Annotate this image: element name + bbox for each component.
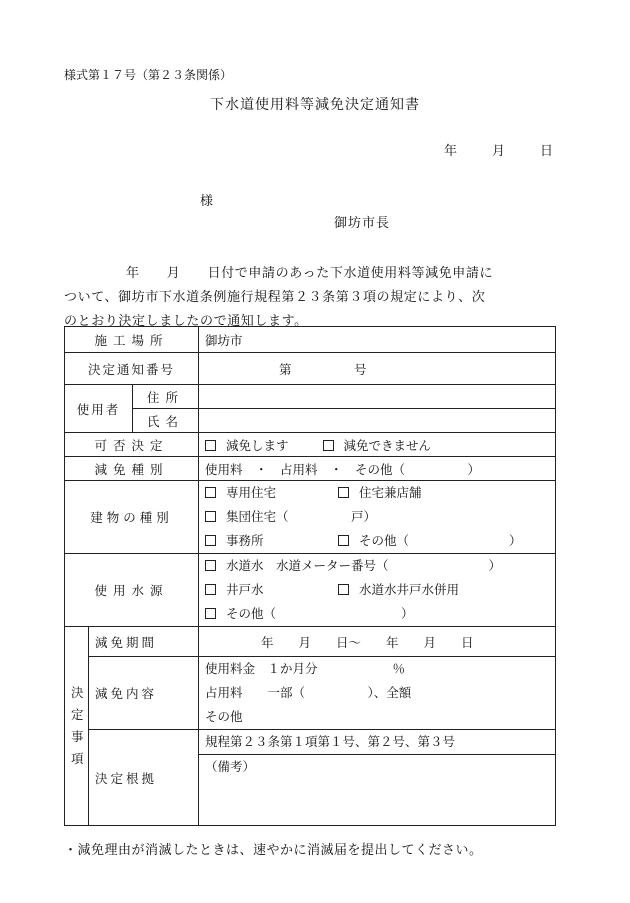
- decision-form-table: [64, 326, 556, 826]
- row-building-type: [65, 481, 556, 554]
- water-well-checkbox[interactable]: [205, 584, 216, 595]
- row-decision-basis: [65, 730, 556, 826]
- decision-char-1: 決: [71, 685, 84, 700]
- user-label: 使用者: [65, 385, 133, 433]
- row-exemption-content: [65, 657, 556, 730]
- building-house-shop-checkbox[interactable]: [338, 487, 349, 498]
- exemption-period-value: 年 月 日〜 年 月 日: [199, 627, 556, 657]
- building-opt-other: その他（ ）: [359, 533, 522, 548]
- building-opt-office: 事務所: [226, 533, 264, 548]
- reject-checkbox[interactable]: [323, 440, 334, 451]
- address-label: 住所: [133, 385, 199, 409]
- basis-line-1: 規程第２３条第１項第１号、第２号、第３号: [199, 730, 555, 755]
- exemption-type-label: 減免種別: [65, 457, 199, 481]
- exemption-content-label: 減免内容: [89, 657, 199, 730]
- row-user-address: [65, 385, 556, 409]
- exemption-period-label: 減免期間: [89, 627, 199, 657]
- row-exemption-type: [65, 457, 556, 481]
- content-line-2: 占用料 一部（ ）、全額: [205, 685, 412, 700]
- building-opt-house-shop: 住宅兼店舗: [359, 485, 422, 500]
- site-value: 御坊市: [199, 327, 556, 353]
- building-opt-collective: 集団住宅（ 戸）: [226, 509, 377, 524]
- date-month-label: 月: [492, 144, 506, 159]
- decision-char-3: 事: [71, 729, 84, 744]
- water-combined-checkbox[interactable]: [338, 584, 349, 595]
- building-opt-private-house: 専用住宅: [226, 485, 277, 500]
- form-number: 様式第１７号（第２３条関係）: [64, 68, 233, 82]
- date-day-label: 日: [540, 144, 554, 159]
- water-source-label: 使用水源: [65, 554, 199, 627]
- reject-option-label: 減免できません: [343, 437, 432, 453]
- content-line-3: その他: [205, 709, 243, 724]
- row-site: [65, 327, 556, 353]
- water-opt-tap: 水道水 水道メーター番号（ ）: [226, 558, 502, 573]
- approval-options: [199, 433, 556, 457]
- exemption-type-value: 使用料 ・ 占用料 ・ その他（ ）: [199, 457, 556, 481]
- decision-char-2: 定: [71, 707, 84, 722]
- water-opt-well: 井戸水: [226, 582, 264, 597]
- intro-line-3: のとおり決定しましたので通知します。: [64, 314, 308, 329]
- water-opt-other: その他（ ）: [226, 606, 414, 621]
- water-other-checkbox[interactable]: [205, 608, 216, 619]
- approve-option-label: 減免します: [226, 437, 289, 453]
- notice-number-value: 第 号: [199, 353, 556, 385]
- building-office-checkbox[interactable]: [205, 535, 216, 546]
- site-label: 施工場所: [65, 327, 199, 353]
- content-line-1: 使用料金 １か月分 ％: [205, 661, 406, 676]
- building-private-house-checkbox[interactable]: [205, 487, 216, 498]
- date-year-label: 年: [444, 144, 458, 159]
- document-title: 下水道使用料等減免決定通知書: [210, 97, 420, 113]
- decision-basis-value: [199, 730, 556, 826]
- building-other-checkbox[interactable]: [338, 535, 349, 546]
- intro-line-2: ついて、御坊市下水道条例施行規程第２３条第３項の規定により、次: [64, 290, 486, 305]
- approval-label: 可否決定: [65, 433, 199, 457]
- decision-basis-label: 決定根拠: [89, 730, 199, 826]
- notice-number-label: 決定通知番号: [65, 353, 199, 385]
- address-value[interactable]: [199, 385, 556, 409]
- row-approval: [65, 433, 556, 457]
- building-collective-checkbox[interactable]: [205, 511, 216, 522]
- water-source-options: [199, 554, 556, 627]
- basis-remarks-label: （備考）: [205, 759, 256, 774]
- water-tap-checkbox[interactable]: [205, 560, 216, 571]
- name-label: 氏名: [133, 409, 199, 433]
- approve-checkbox[interactable]: [205, 440, 216, 451]
- issuer: 御坊市長: [334, 216, 391, 231]
- building-type-label: 建物の種別: [65, 481, 199, 554]
- decision-char-4: 項: [71, 751, 84, 766]
- building-type-options: [199, 481, 556, 554]
- row-exemption-period: [65, 627, 556, 657]
- water-opt-combined: 水道水井戸水併用: [359, 582, 460, 597]
- addressee-suffix: 様: [200, 194, 214, 209]
- intro-line-1: 年 月 日付で申請のあった下水道使用料等減免申請に: [126, 266, 494, 281]
- exemption-content-value: [199, 657, 556, 730]
- row-water-source: [65, 554, 556, 627]
- row-user-name: [65, 409, 556, 433]
- name-value[interactable]: [199, 409, 556, 433]
- decision-items-label: [65, 627, 89, 826]
- row-notice-number: [65, 353, 556, 385]
- footer-note: ・減免理由が消滅したときは、速やかに消滅届を提出してください。: [64, 843, 483, 858]
